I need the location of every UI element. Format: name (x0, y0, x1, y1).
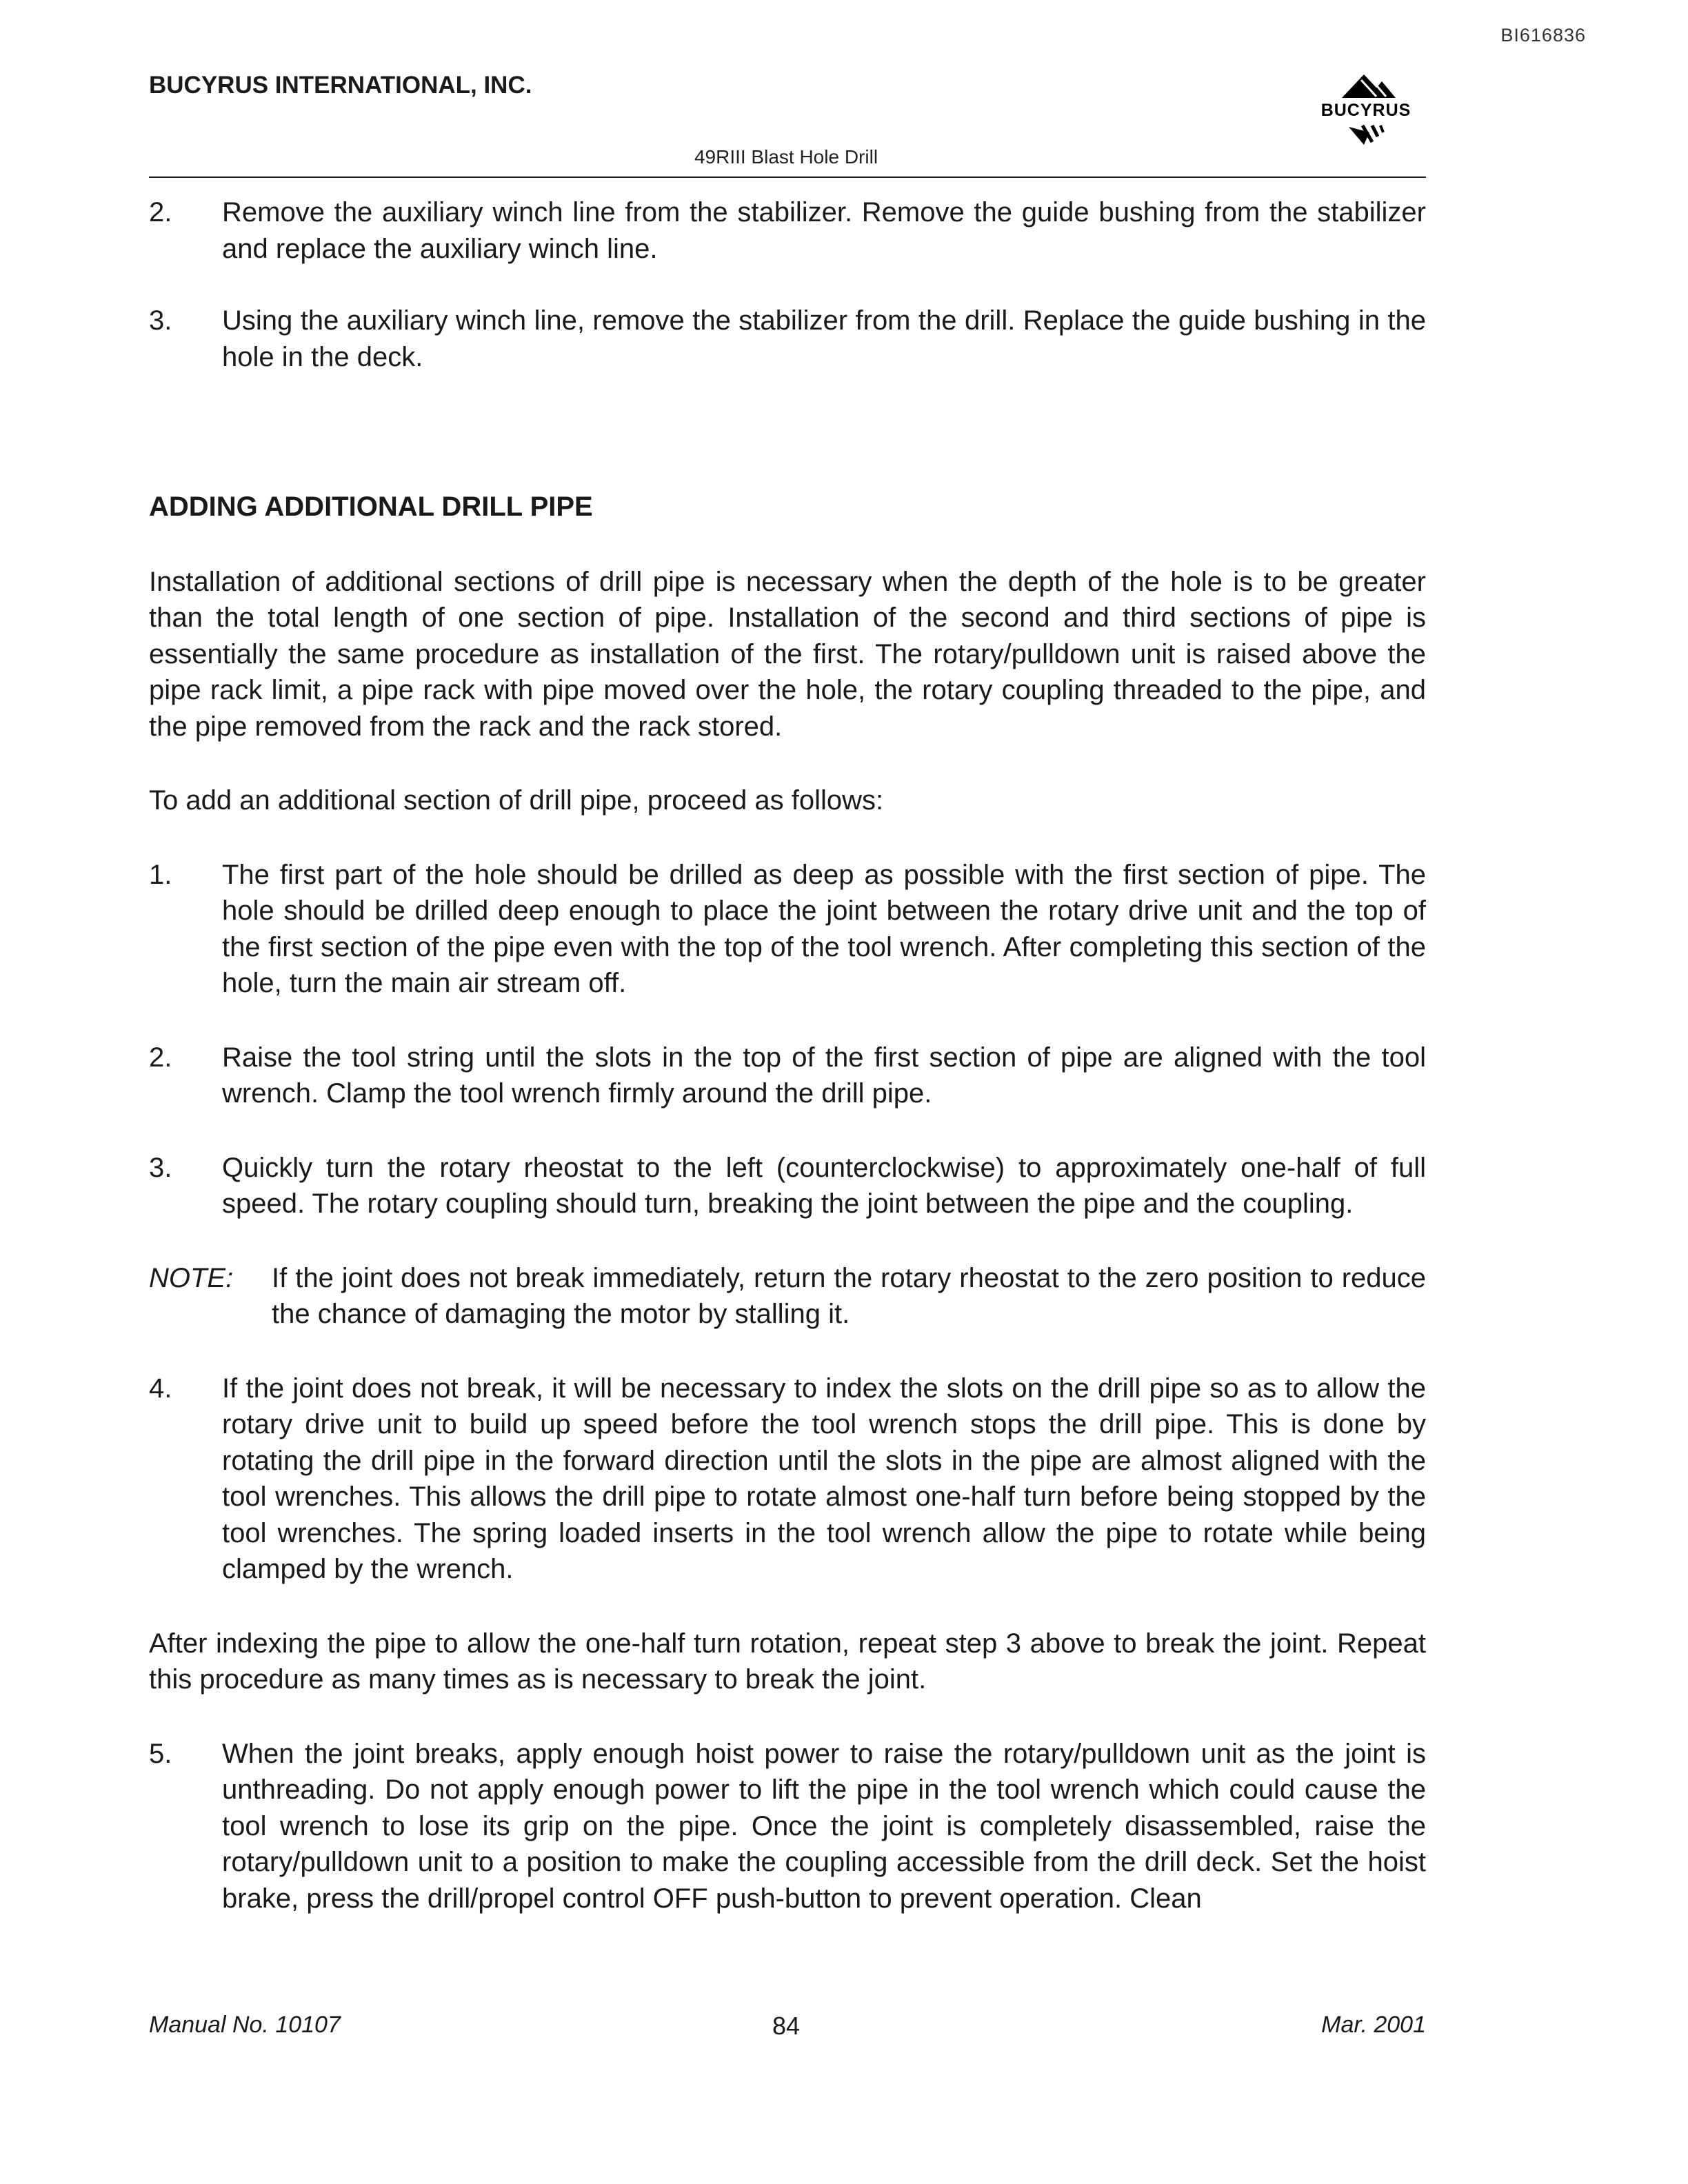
step-item (149, 857, 1426, 1002)
company-name: BUCYRUS INTERNATIONAL, INC. (149, 72, 532, 99)
page-content (149, 194, 1426, 1917)
step-item (149, 1371, 1426, 1588)
step-text: Raise the tool string until the slots in the top of the first section of pipe are aligned with the tool wrench. Clamp the tool wrench firmly around the drill pipe. (222, 1042, 1426, 1109)
step-item (149, 1150, 1426, 1222)
note-label: NOTE: (149, 1262, 234, 1293)
after-paragraph: After indexing the pipe to allow the one-half turn rotation, repeat step 3 above to break the joint. Repeat this procedure as many times as is necessary to break the joint. (149, 1628, 1426, 1695)
lead-paragraph: To add an additional section of drill pipe, proceed as follows: (149, 785, 884, 816)
step-text: Quickly turn the rotary rheostat to the left (counterclockwise) to approximately one-half of full speed. The rotary coupling should turn, breaking the joint between the pipe and the coupling. (222, 1152, 1426, 1219)
product-title: 49RIII Blast Hole Drill (694, 146, 878, 168)
header-rule (149, 176, 1426, 178)
footer-date: Mar. 2001 (1321, 2012, 1426, 2038)
note-text: If the joint does not break immediately, return the rotary rheostat to the zero position to reduce the chance of damaging the motor by stalling it. (272, 1262, 1426, 1329)
step-number: 2. (149, 1042, 172, 1073)
step-item (149, 1040, 1426, 1112)
step-number: 3. (149, 1152, 172, 1183)
footer-page-number: 84 (772, 2012, 801, 2040)
list-number: 2. (149, 197, 172, 228)
intro-paragraph: Installation of additional sections of drill pipe is necessary when the depth of the hole is to be greater than the total length of one section of pipe. Installation of the second and third sections of pipe is essentially the same procedure as installation of the first. The rotary/pulldown unit is raised above the pipe rack limit, a pipe rack with pipe moved over the hole, the rotary coupling threaded to the pipe, and the pipe removed from the rack and the rack stored. (149, 566, 1426, 742)
step-number: 4. (149, 1373, 172, 1404)
logo-wordmark: BUCYRUS (1320, 101, 1411, 120)
step-text: The first part of the hole should be drilled as deep as possible with the first section of pipe. The hole should be drilled deep enough to place the joint between the rotary drive unit and the top of the first section of the pipe even with the top of the tool wrench. After completing this section of the hole, turn the main air stream off. (222, 859, 1426, 998)
bucyrus-logo (1300, 70, 1431, 152)
note-block (149, 1260, 1426, 1333)
list-text: Using the auxiliary winch line, remove the stabilizer from the drill. Replace the guide bushing in the hole in the deck. (222, 305, 1426, 372)
step-number: 1. (149, 859, 172, 890)
list-item (149, 194, 1426, 267)
list-number: 3. (149, 305, 172, 336)
footer-manual-number: Manual No. 10107 (149, 2012, 341, 2038)
list-text: Remove the auxiliary winch line from the stabilizer. Remove the guide bushing from the stabilizer and replace the auxiliary winch line. (222, 197, 1426, 264)
step-item (149, 1736, 1426, 1917)
section-heading: ADDING ADDITIONAL DRILL PIPE (149, 492, 593, 522)
step-text: If the joint does not break, it will be necessary to index the slots on the drill pipe so as to allow the rotary drive unit to build up speed before the tool wrench stops the drill pipe. This is done by rotating the drill pipe in the forward direction until the slots in the pipe are almost aligned with the tool wrenches. This allows the drill pipe to rotate almost one-half turn before being stopped by the tool wrenches. The spring loaded inserts in the tool wrench allow the pipe to rotate while being clamped by the wrench. (222, 1373, 1426, 1584)
step-text: When the joint breaks, apply enough hoist power to raise the rotary/pulldown unit as the joint is unthreading. Do not apply enough power to lift the pipe in the tool wrench which could cause the tool wrench to lose its grip on the pipe. Once the joint is completely disassembled, raise the rotary/pulldown unit to a position to make the coupling accessible from the drill deck. Set the hoist brake, press the drill/propel control OFF push-button to prevent operation. Clean (222, 1738, 1426, 1914)
list-item (149, 303, 1426, 375)
step-number: 5. (149, 1738, 172, 1769)
document-id: BI616836 (1500, 25, 1586, 46)
